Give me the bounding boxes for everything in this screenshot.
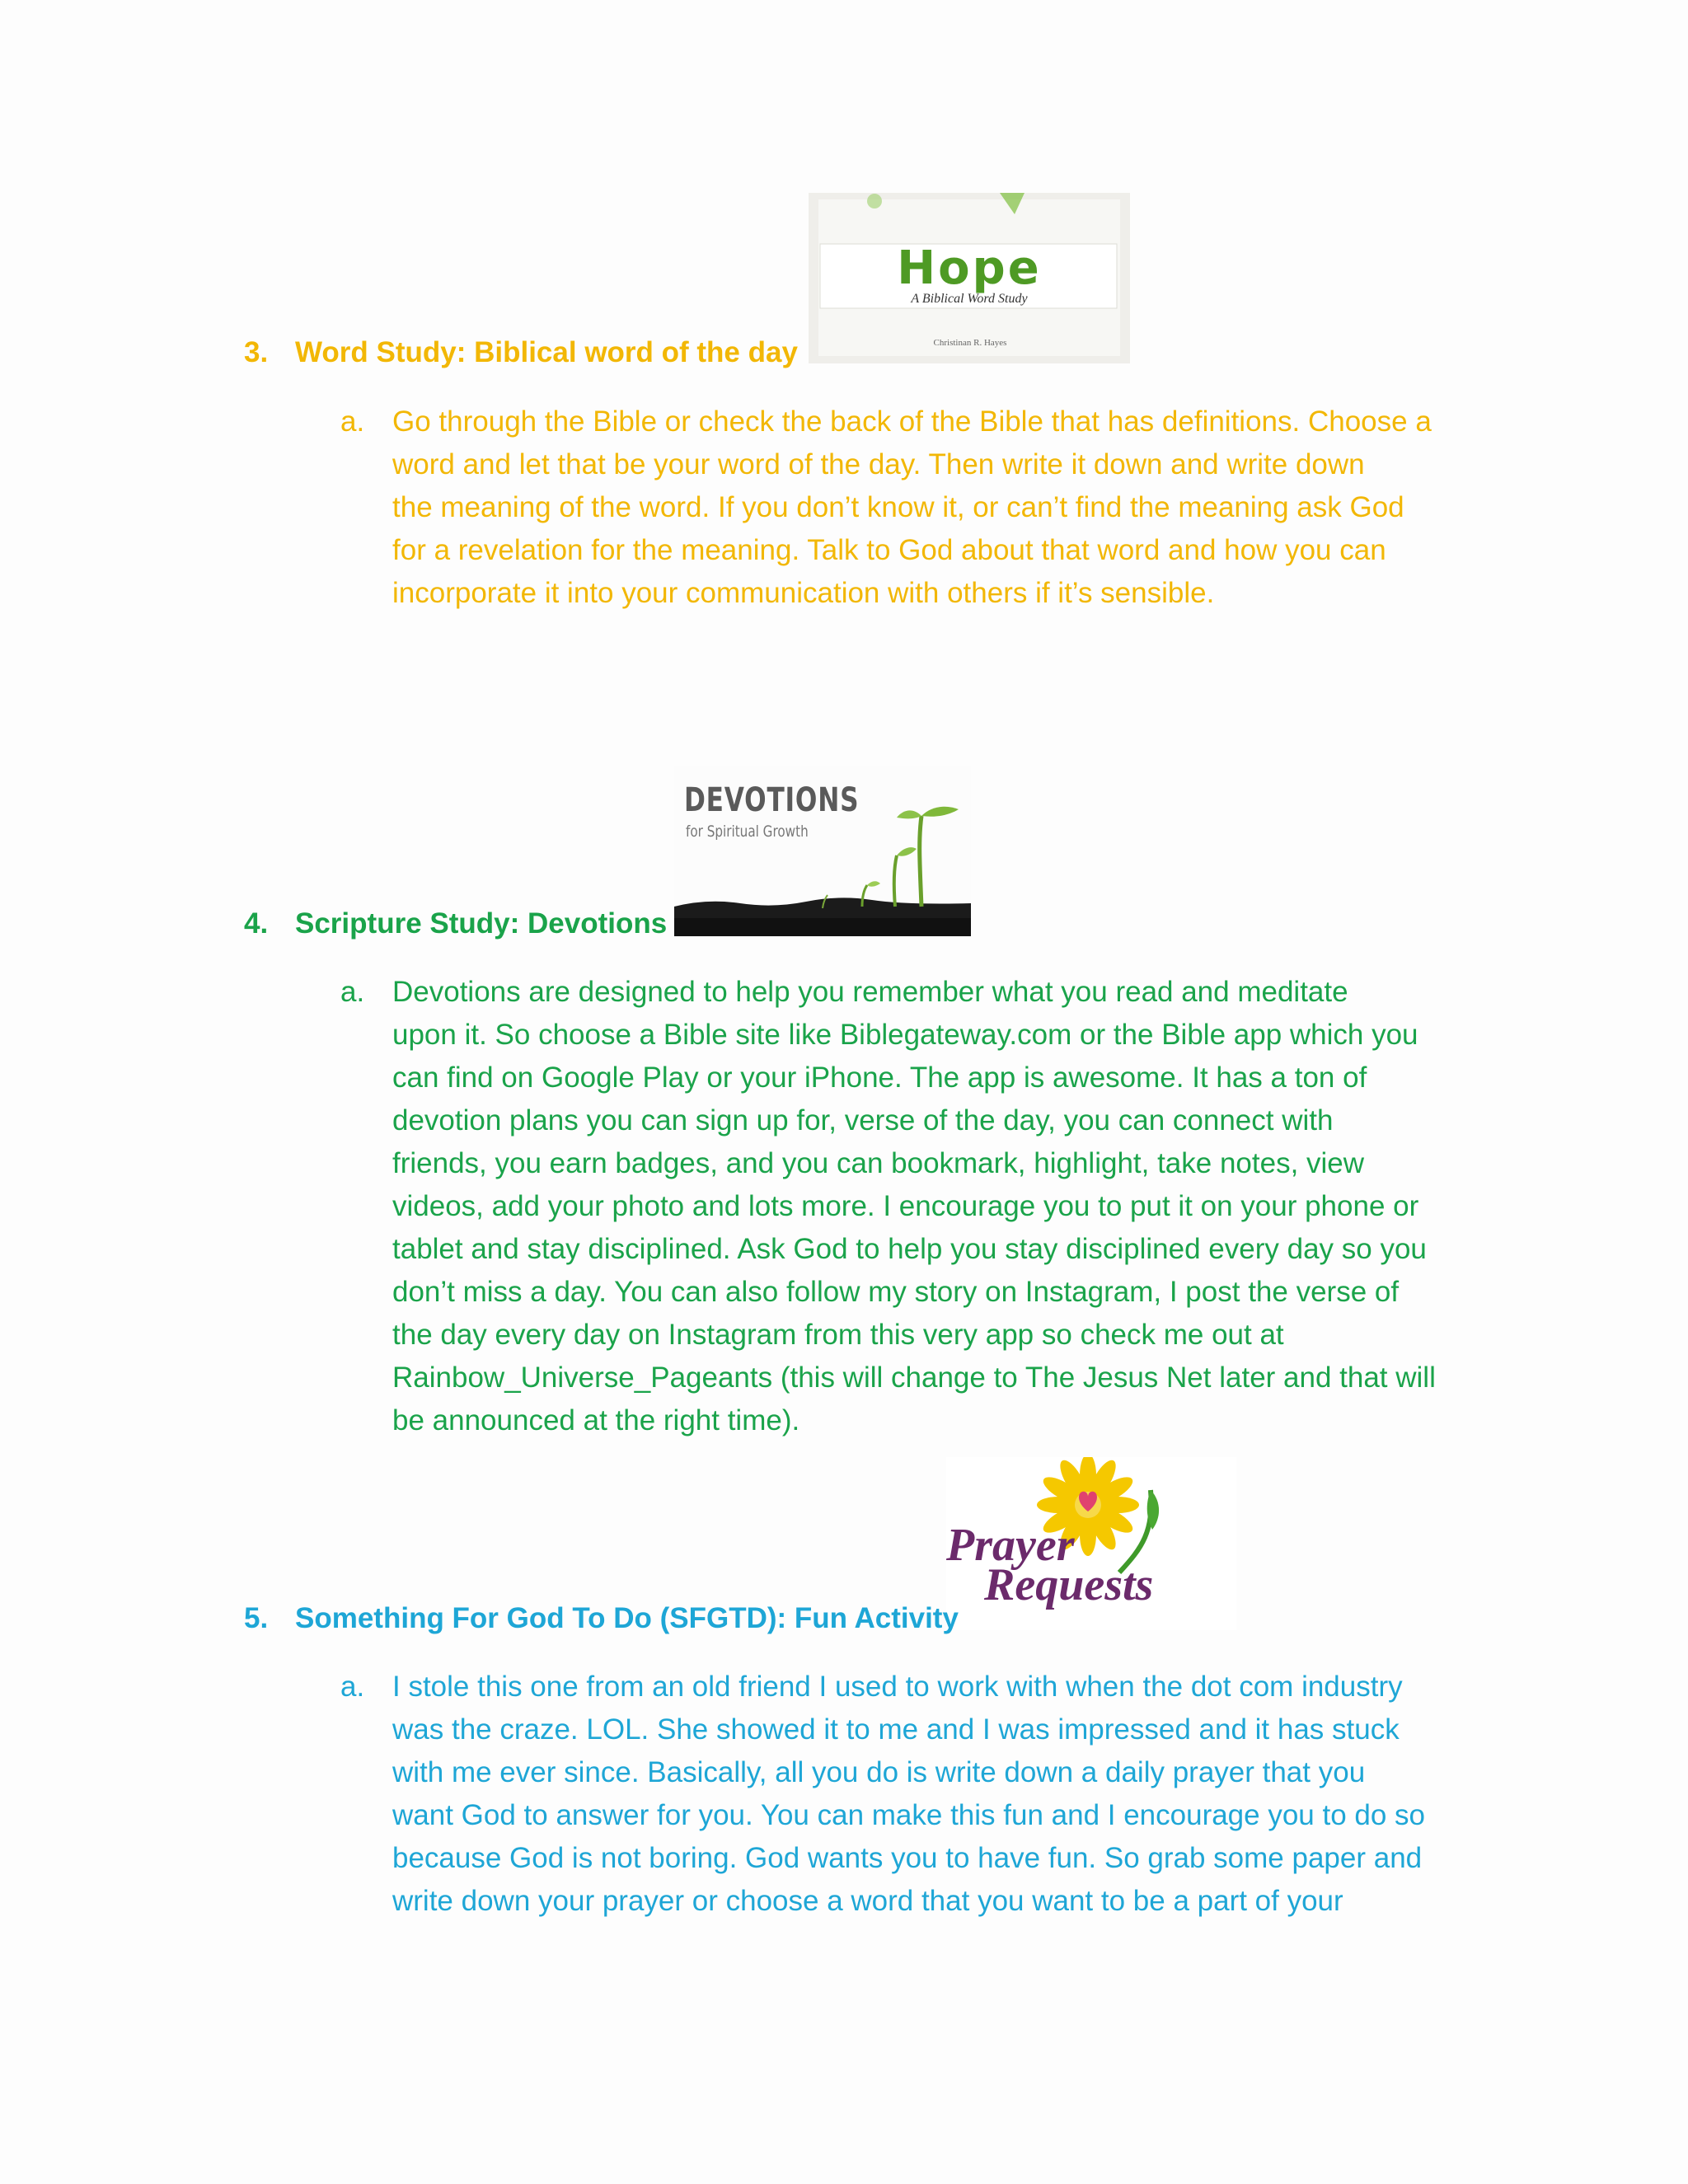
devotions-image [674,766,971,936]
section-4-item-text [392,971,1497,1442]
text-line: Rainbow_Universe_Pageants (this will change to The Jesus Net later and that will [392,1361,1436,1394]
section-3-number: 3. [244,336,269,368]
devotions-title-text: DEVOTIONS [684,781,860,819]
text-line: Go through the Bible or check the back of the Bible that has definitions. Choose a [392,405,1432,438]
section-4-title: Scripture Study: Devotions [295,907,668,940]
text-line: because God is not boring. God wants you to have fun. So grab some paper and [392,1842,1423,1874]
section-5-title: Something For God To Do (SFGTD): Fun Activity [295,1602,959,1634]
text-line: be announced at the right time). [392,1404,800,1436]
devotions-subtitle-text: for Spiritual Growth [686,823,809,841]
text-line: was the craze. LOL. She showed it to me and I was impressed and it has stuck [392,1713,1400,1746]
section-3-title: Word Study: Biblical word of the day [295,336,798,368]
text-line: devotion plans you can sign up for, verse of the day, you can connect with [392,1104,1334,1137]
text-line: videos, add your photo and lots more. I encourage you to put it on your phone or [392,1190,1419,1222]
section-3-item-marker: a. [340,405,365,438]
hope-title-text: Hope [897,241,1042,295]
prayer-requests-image [946,1457,1236,1630]
text-line: word and let that be your word of the day. Then write it down and write down [392,448,1365,480]
section-3-heading [244,336,798,369]
text-line: write down your prayer or choose a word that you want to be a part of your [392,1885,1343,1917]
section-4-number: 4. [244,907,269,940]
hope-book-image [809,193,1130,363]
section-4-item-marker: a. [340,976,365,1008]
text-line: don’t miss a day. You can also follow my story on Instagram, I post the verse of [392,1276,1400,1308]
section-5-heading [244,1602,959,1635]
text-line: I stole this one from an old friend I used to work with when the dot com industry [392,1671,1403,1703]
text-line: the day every day on Instagram from this very app so check me out at [392,1319,1284,1351]
prayer-title-line1: Prayer [946,1520,1075,1571]
text-line: tablet and stay disciplined. Ask God to help you stay disciplined every day so you [392,1233,1427,1265]
hope-author-text: Christinan R. Hayes [933,338,1007,348]
section-4-heading [244,907,667,940]
text-line: Devotions are designed to help you remember what you read and meditate [392,976,1348,1008]
text-line: upon it. So choose a Bible site like Biblegateway.com or the Bible app which you [392,1019,1418,1051]
text-line: friends, you earn badges, and you can bookmark, highlight, take notes, view [392,1147,1365,1179]
text-line: can find on Google Play or your iPhone. The app is awesome. It has a ton of [392,1062,1367,1094]
section-3-item-text [392,401,1497,615]
hope-subtitle-text: A Biblical Word Study [911,292,1028,306]
text-line: want God to answer for you. You can make this fun and I encourage you to do so [392,1799,1426,1831]
section-5-number: 5. [244,1602,269,1634]
text-line: for a revelation for the meaning. Talk to God about that word and how you can [392,534,1386,566]
prayer-title-line2: Requests [984,1559,1154,1610]
text-line: incorporate it into your communication with others if it’s sensible. [392,577,1215,609]
text-line: the meaning of the word. If you don’t know it, or can’t find the meaning ask God [392,491,1404,523]
section-5-item-marker: a. [340,1671,365,1703]
text-line: with me ever since. Basically, all you do is write down a daily prayer that you [392,1756,1366,1788]
section-5-item-text [392,1666,1497,1923]
